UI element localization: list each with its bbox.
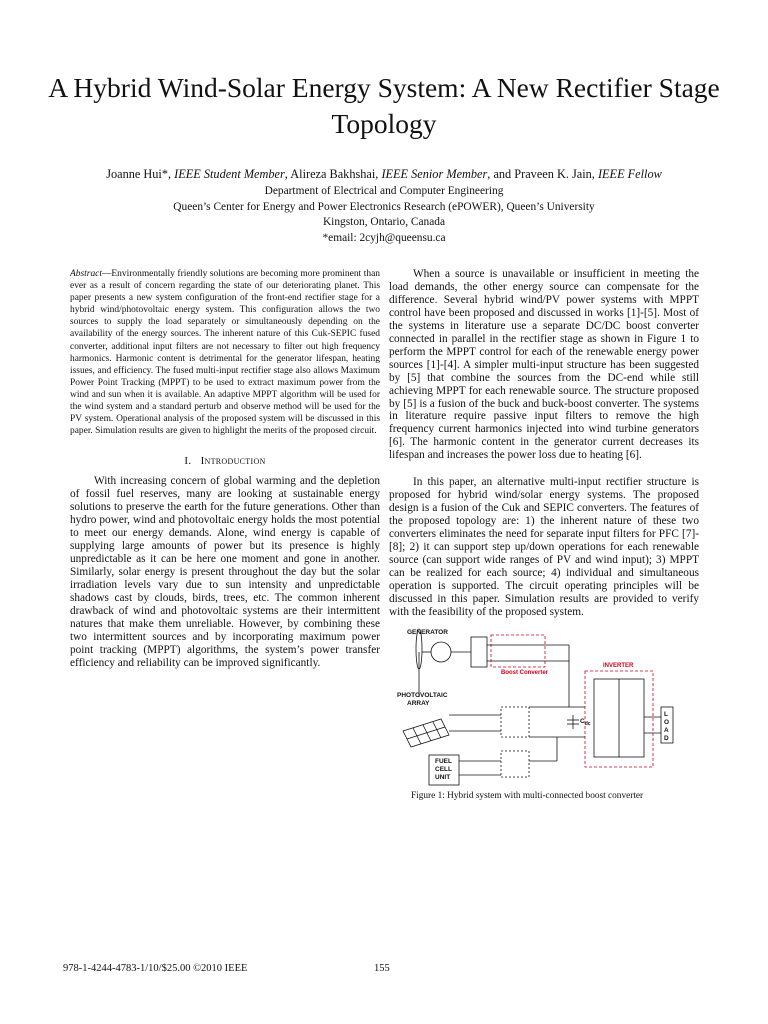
rectifier-box [471, 637, 487, 667]
figure-1-diagram [389, 627, 689, 787]
figure-label-cell: CELL [435, 765, 452, 773]
section-number: I. [184, 455, 192, 468]
author-2-name: , Alireza Bakhshai, [284, 167, 382, 181]
figure-label-inverter: INVERTER [603, 662, 634, 669]
author-3-name: , and Praveen K. Jain, [487, 167, 598, 181]
affiliation-location: Kingston, Ontario, Canada [322, 216, 446, 228]
right-paragraph-2: In this paper, an alternative multi-input rectifier structure is proposed for hybrid wind/solar energy systems. The proposed design is a fusion of the Cuk and SEPIC converters. The features of the proposed topology are: 1) the inherent nature of these two converters eliminates the need for separate input filters for PFC [7]-[8]; 2) it can support step up/down operations for each renewable source (can support wide ranges of PV and wind input); 3) MPPT can be realized for each source; 4) individual and simultaneous operation is supported. The circuit operating principles will be discussed in this paper. Simulation results are provided to verify with the feasibility of the proposed system. [389, 476, 699, 618]
affiliation-email: *email: 2cyjh@queensu.ca [322, 231, 446, 244]
right-paragraph-1: When a source is unavailable or insufficient in meeting the load demands, the other energy source can compensate for the difference. Several hybrid wind/PV power systems with MPPT control have been proposed and discussed in works [1]-[5]. Most of the systems in literature use a separate DC/DC boost converter connected in parallel in the rectifier stage as shown in Figure 1 to perform the MPPT control for each of the renewable energy power sources [1]-[4]. A simpler multi-input structure has been suggested by [5] that combine the sources from the DC-end while still achieving MPPT for each renewable source. The structure proposed by [5] is a fusion of the buck and buck-boost converter. The systems in literature require passive input filters to remove the high frequency current harmonics injected into wind turbine generators [6]. The harmonic content in the generator current decreases its lifespan and increases the power loss due to heating [6]. [389, 268, 699, 462]
author-3-role: IEEE Fellow [597, 167, 662, 181]
abstract-label: Abstract [70, 269, 102, 279]
cdc-sub: dc [584, 720, 591, 727]
figure-1-caption: Figure 1: Hybrid system with multi-connected boost converter [411, 790, 644, 801]
author-1-name: Joanne Hui*, [106, 167, 175, 181]
fuel-cell-converter [501, 751, 529, 777]
figure-label-cdc [580, 718, 591, 727]
boost-converter-box [491, 635, 545, 667]
figure-label-pv-line2: ARRAY [407, 699, 430, 707]
affiliation-department: Department of Electrical and Computer Engineering [264, 185, 504, 197]
footer-copyright: 978-1-4244-4783-1/10/$25.00 ©2010 IEEE [63, 963, 248, 974]
figure-label-boost-converter: Boost Converter [501, 669, 549, 676]
author-line [30, 166, 738, 182]
pv-boost-converter [501, 707, 529, 737]
figure-load-letter: D [664, 734, 669, 742]
intro-paragraph-1: With increasing concern of global warming and the depletion of fossil fuel reserves, many are looking at sustainable energy solutions to preserve the earth for the future generations. Other than hydro power, wind and photovoltaic energy holds the most potential to meet our energy demands. Alone, wind energy is capable of supplying large amounts of power but its presence is highly unpredictable as it can be here one moment and gone in another. Similarly, solar energy is present throughout the day but the solar irradiation levels vary due to sun intensity and unpredictable shadows cast by clouds, birds, trees, etc. The common inherent drawback of wind and photovoltaic systems are their intermittent natures that make them unreliable. However, by combining these two intermittent sources and by incorporating maximum power point tracking (MPPT) algorithms, the system’s power transfer efficiency and reliability can be improved significantly. [70, 475, 380, 669]
left-column [70, 268, 380, 670]
paper-title: A Hybrid Wind-Solar Energy System: A New Rectifier Stage Topology [48, 72, 720, 139]
abstract [70, 268, 380, 437]
figure-load-letter: A [664, 726, 669, 734]
figure-load-letter: O [664, 718, 670, 726]
section-heading-introduction [70, 455, 380, 467]
page-number: 155 [374, 963, 390, 974]
affiliation-center: Queen’s Center for Energy and Power Electronics Research (ePOWER), Queen’s University [173, 200, 595, 213]
figure-label-unit: UNIT [435, 773, 451, 781]
figure-1 [389, 627, 689, 787]
figure-load-letter: L [664, 710, 668, 718]
section-title: Introduction [200, 455, 266, 468]
figure-label-fuel: FUEL [435, 757, 452, 765]
figure-label-pv-line1: PHOTOVOLTAIC [397, 691, 448, 699]
author-1-role: IEEE Student Member [174, 167, 285, 181]
abstract-text: —Environmentally friendly solutions are becoming more prominent than ever as a result of concern regarding the state of our deteriorating planet. This paper presents a new system configuration of the front-end rectifier stage for a hybrid wind/photovoltaic energy system. This configuration allows the two sources to supply the load separately or simultaneously depending on the availability of the energy sources. The inherent nature of this Cuk-SEPIC fused converter, additional input filters are not necessary to filter out high frequency harmonics. Harmonic content is detrimental for the generator lifespan, heating issues, and efficiency. The fused multi-input rectifier stage also allows Maximum Power Point Tracking (MPPT) to be used to extract maximum power from the wind and sun when it is available. An adaptive MPPT algorithm will be used for the wind system and a standard perturb and observe method will be used for the PV system. Operational analysis of the proposed system will be discussed in this paper. Simulation results are given to highlight the merits of the proposed circuit. [70, 269, 380, 437]
figure-label-generator: GENERATOR [407, 628, 448, 636]
affiliation-block [30, 184, 738, 246]
cdc-main: C [580, 717, 585, 725]
right-column [389, 268, 699, 801]
author-2-role: IEEE Senior Member [381, 167, 488, 181]
generator-symbol [431, 642, 451, 662]
